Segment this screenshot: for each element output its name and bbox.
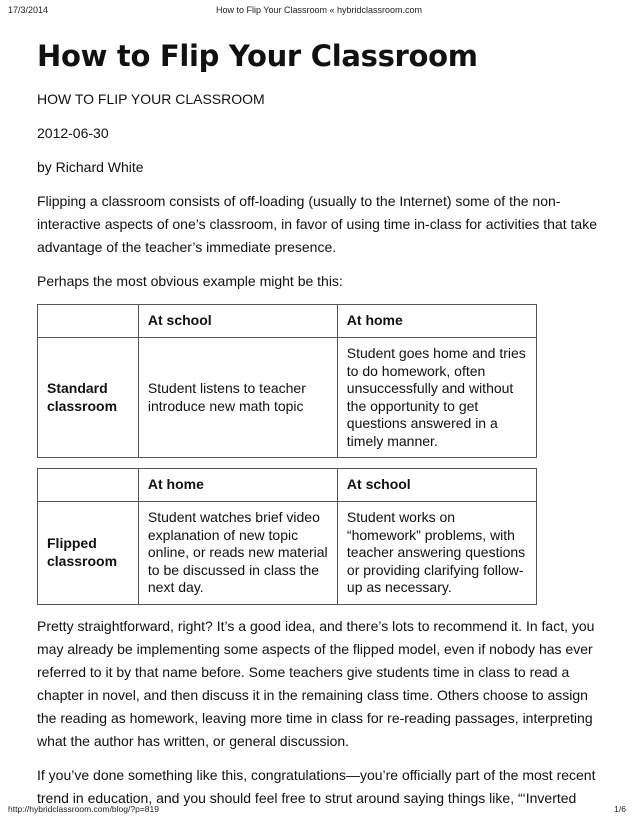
paragraph-discussion: Pretty straightforward, right? It’s a good idea, and there’s lots to recommend it. In fact, you may already be implementing some aspects of the flipped model, even if nobody has ever referred to it by that name before. Some teachers give students time in class to read a chapter in novel, and then discuss it in the remaining class time. Others choose to assign the reading as homework, leaving more time in class for re-reading passages, interpreting what the author has written, or general discussion.	[37, 617, 595, 749]
table-cell: Student listens to teacher introduce new math topic	[138, 338, 337, 458]
article-body	[37, 38, 602, 821]
table-header-row	[38, 469, 537, 502]
standard-classroom-table	[37, 304, 537, 458]
table-header-cell: At home	[138, 469, 337, 502]
paragraph-trend: If you’ve done something like this, congratulations—you’re officially part of the most recent trend in education, and you should feel free to strut around saying things like, “‘Inverted	[37, 766, 596, 806]
table-header-cell	[38, 305, 139, 338]
table-header-cell: At school	[138, 305, 337, 338]
table-row	[38, 502, 537, 605]
page-number: 1/6	[614, 804, 626, 814]
print-page-title: How to Flip Your Classroom « hybridclassroom.com	[215, 5, 423, 15]
article-title: How to Flip Your Classroom	[37, 39, 478, 73]
table-header-row	[38, 305, 537, 338]
print-footer	[8, 804, 630, 816]
row-label: Flipped classroom	[38, 502, 139, 605]
print-header	[8, 5, 630, 19]
table-cell: Student goes home and tries to do homework, often unsuccessfully and without the opportunity to get questions answered in a timely manner.	[337, 338, 536, 458]
article-subtitle: HOW TO FLIP YOUR CLASSROOM	[37, 91, 265, 107]
table-header-cell: At school	[337, 469, 536, 502]
table-header-cell: At home	[337, 305, 536, 338]
table-header-cell	[38, 469, 139, 502]
article-byline: by Richard White	[37, 159, 144, 175]
paragraph-intro: Flipping a classroom consists of off-loading (usually to the Internet) some of the non-interactive aspects of one’s classroom, in favor of using time in-class for activities that take advantage of the teacher’s immediate presence.	[37, 193, 597, 255]
table-cell: Student watches brief video explanation of new topic online, or reads new material to be discussed in class the next day.	[138, 502, 337, 605]
table-cell: Student works on “homework” problems, with teacher answering questions or providing clarifying follow-up as necessary.	[337, 502, 536, 605]
paragraph-example: Perhaps the most obvious example might be this:	[37, 273, 343, 289]
print-date: 17/3/2014	[8, 5, 49, 15]
article-date: 2012-06-30	[37, 125, 109, 141]
table-row	[38, 338, 537, 458]
flipped-classroom-table	[37, 468, 537, 605]
print-url: http://hybridclassroom.com/blog/?p=819	[8, 804, 159, 814]
row-label: Standard classroom	[38, 338, 139, 458]
